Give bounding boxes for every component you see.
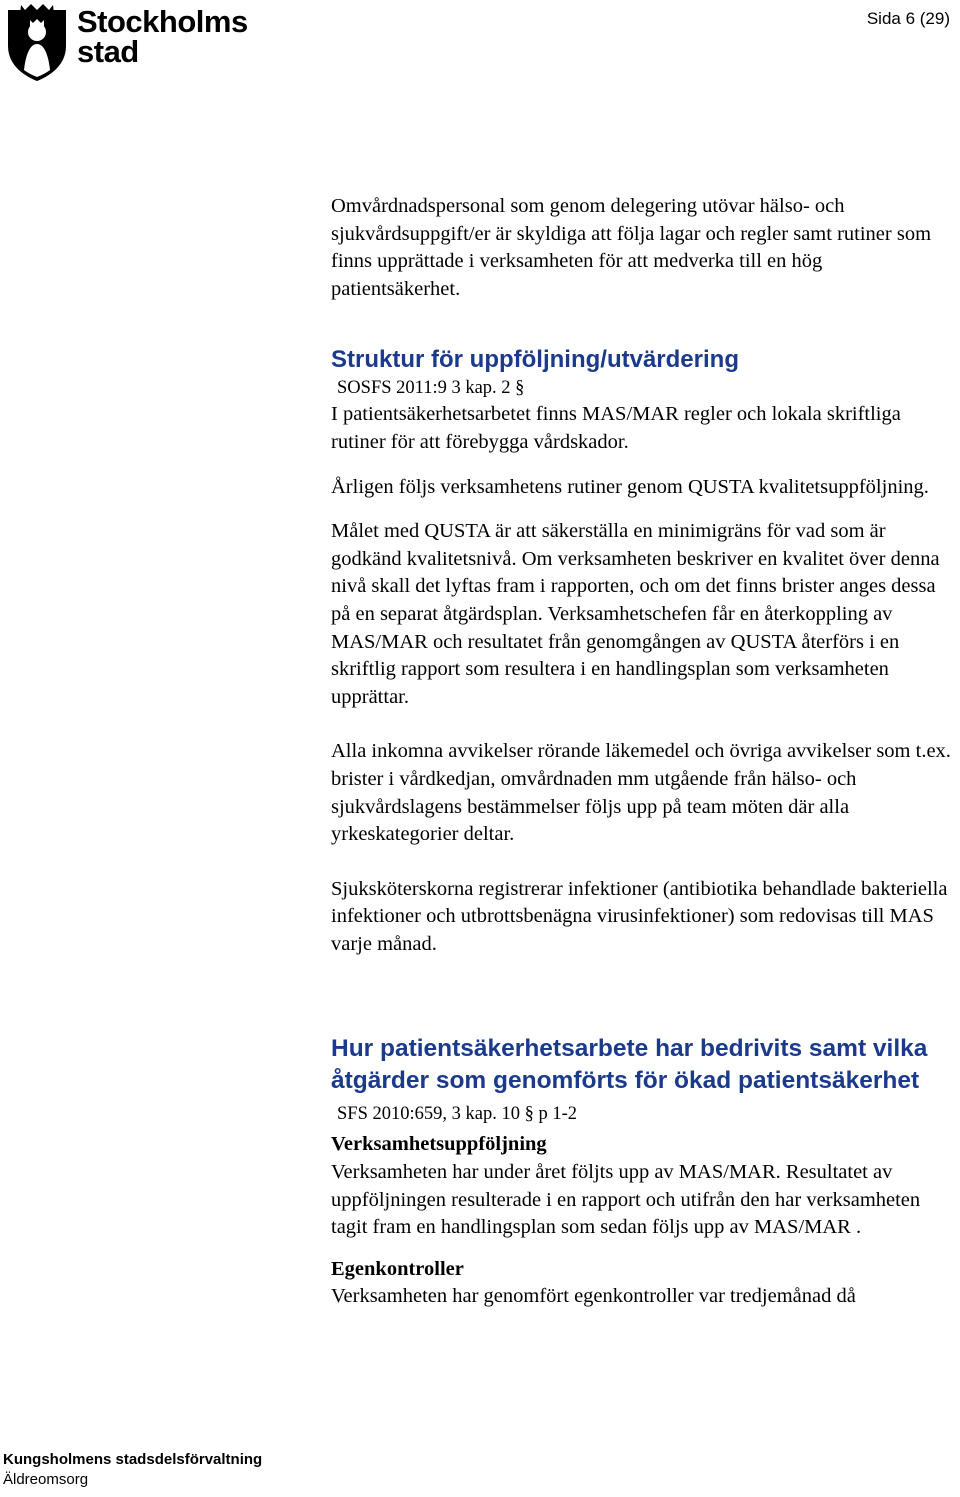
document-body bbox=[331, 193, 956, 1311]
footer bbox=[3, 1450, 262, 1490]
subheading-verksamhetsuppfoljning: Verksamhetsuppföljning bbox=[331, 1133, 547, 1156]
law-reference: SOSFS 2011:9 3 kap. 2 § bbox=[337, 378, 525, 399]
city-shield-icon bbox=[4, 2, 70, 82]
paragraph: I patientsäkerhetsarbetet finns MAS/MAR regler och lokala skriftliga rutiner för att förebygga vårdskador. bbox=[331, 403, 901, 453]
section-heading-patient-safety: Hur patientsäkerhetsarbete har bedrivits samt vilka åtgärder som genomförts för ökad patientsäkerhet bbox=[331, 1035, 928, 1095]
paragraph: Målet med QUSTA är att säkerställa en minimigräns för vad som är godkänd kvalitetsnivå. Om verksamheten beskriver en kvalitet över denna nivå skall det lyftas fram i rapporten, och om det finns brister anges dessa på en separat åtgärdsplan. Verksamhetschefen får en återkoppling av MAS/MAR och resultatet från genomgången av QUSTA återförs i en skriftlig rapport som resultera i en handlingsplan som verksamheten upprättar. bbox=[331, 520, 940, 708]
paragraph: Verksamheten har under året följts upp av MAS/MAR. Resultatet av uppföljningen resulterade i en rapport och utifrån den har verksamheten tagit fram en handlingsplan som sedan följs upp av MAS/MAR . bbox=[331, 1161, 921, 1239]
logo-text-line2: stad bbox=[77, 34, 139, 69]
paragraph: Årligen följs verksamhetens rutiner genom QUSTA kvalitetsuppföljning. bbox=[331, 475, 929, 498]
page-number: Sida 6 (29) bbox=[866, 9, 950, 28]
stockholm-logo bbox=[4, 2, 248, 82]
footer-department: Äldreomsorg bbox=[3, 1471, 89, 1488]
subheading-egenkontroller: Egenkontroller bbox=[331, 1257, 464, 1280]
intro-paragraph: Omvårdnadspersonal som genom delegering utövar hälso- och sjukvårdsuppgift/er är skyldiga att följa lagar och regler samt rutiner som finns upprättade i verksamheten för att medverka till en hög patientsäkerhet. bbox=[331, 195, 932, 300]
paragraph: Verksamheten har genomfört egenkontroller var tredjemånad då bbox=[331, 1285, 856, 1308]
footer-organization: Kungsholmens stadsdelsförvaltning bbox=[3, 1451, 263, 1468]
law-reference: SFS 2010:659, 3 kap. 10 § p 1-2 bbox=[337, 1104, 578, 1125]
logo-text-line1: Stockholms bbox=[77, 4, 248, 39]
paragraph: Sjuksköterskorna registrerar infektioner (antibiotika behandlade bakteriella infektioner och utbrottsbenägna virusinfektioner) som redovisas till MAS varje månad. bbox=[331, 877, 948, 955]
section-heading-structure: Struktur för uppföljning/utvärdering bbox=[331, 346, 739, 374]
paragraph: Alla inkomna avvikelser rörande läkemedel och övriga avvikelser som t.ex. brister i vårdkedjan, omvårdnaden mm utgående från hälso- och sjukvårdslagens bestämmelser följs upp på team möten där alla yrkeskategorier deltar. bbox=[331, 740, 951, 846]
